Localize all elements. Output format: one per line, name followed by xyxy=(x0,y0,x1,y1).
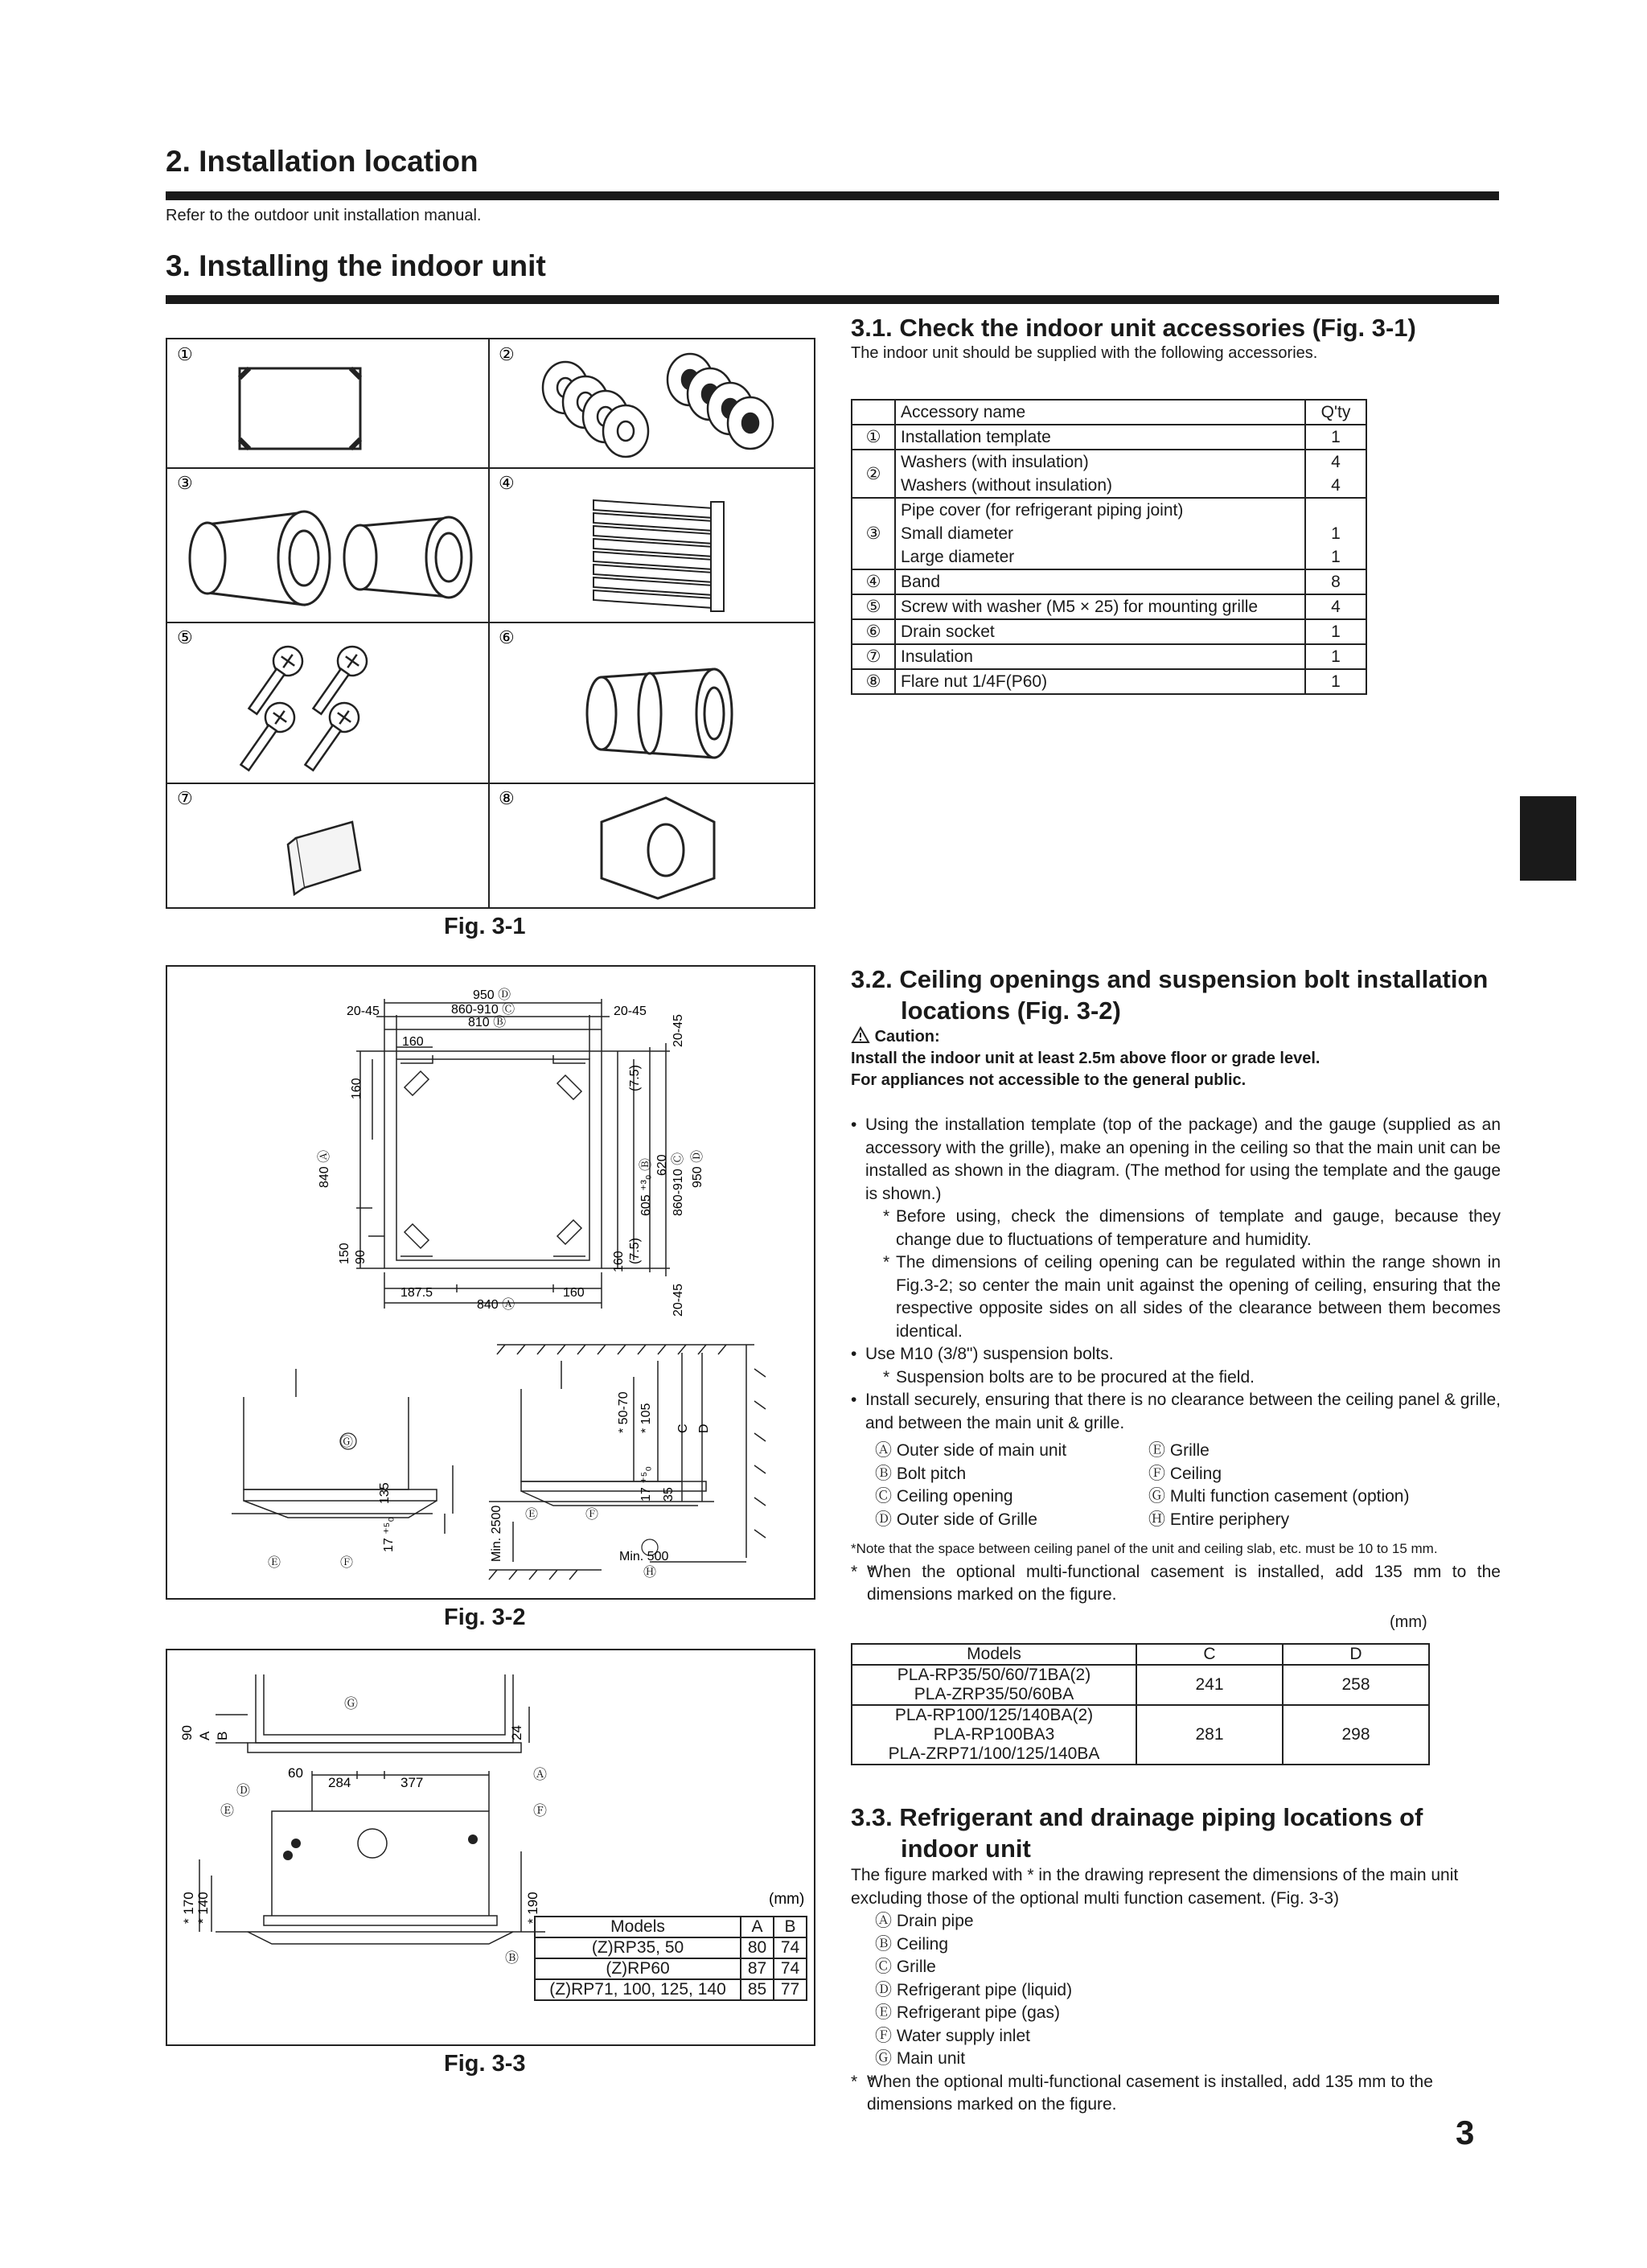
section3-1-title: 3.1. Check the indoor unit accessories (Fig. 3-1) xyxy=(851,314,1416,342)
label-d: Ⓓ xyxy=(236,1783,250,1798)
legend-item: Ⓔ Refrigerant pipe (gas) xyxy=(875,2003,1060,2022)
fig3-1-cell-label: ③ xyxy=(177,473,193,493)
table-row xyxy=(535,1979,807,2000)
dim-min-500: Min. 500 xyxy=(619,1550,669,1563)
dim-35: 35 xyxy=(662,1487,676,1502)
dim-950: 950 Ⓓ xyxy=(473,988,511,1002)
table-row xyxy=(852,569,1366,594)
instruction-bullet-text: Use M10 (3/8") suspension bolts. xyxy=(865,1345,1114,1363)
table-cell: 77 xyxy=(774,1979,807,2000)
insulation-drawing xyxy=(288,822,360,894)
dim-860-910-v: 860-910 Ⓒ xyxy=(672,1152,685,1216)
legend-item: Ⓐ Outer side of main unit xyxy=(875,1441,1067,1460)
dim-17: 17 ⁺⁵₀ xyxy=(382,1517,396,1552)
label-f: Ⓕ xyxy=(585,1508,599,1522)
table-cell: Screw with washer (M5 × 25) for mounting grille xyxy=(895,594,1305,619)
table-header-cell: A xyxy=(741,1917,774,1937)
label-g: Ⓖ xyxy=(344,1696,358,1711)
fig3-1-cell-label: ⑤ xyxy=(177,627,193,647)
accessories-table xyxy=(851,399,1367,695)
table-cell: ⑤ xyxy=(852,594,895,619)
table-header-cell: D xyxy=(1283,1644,1429,1665)
table-header-row xyxy=(535,1917,807,1937)
table-header-cell: Q'ty xyxy=(1305,400,1366,425)
dim-b: B xyxy=(215,1731,230,1740)
table-header-row xyxy=(852,400,1366,425)
drain-socket-drawing xyxy=(587,669,732,758)
dim-840-bottom: 840 Ⓐ xyxy=(477,1298,515,1312)
fig3-3-unit: (mm) xyxy=(769,1891,805,1908)
label-e: Ⓔ xyxy=(220,1803,234,1818)
table-cell: 8 xyxy=(1305,569,1366,594)
dim-605: 605 ⁺³₀ Ⓑ xyxy=(639,1157,653,1216)
table-cell-line: Washers (without insulation) xyxy=(901,476,1112,495)
fig3-1-cell-label: ⑧ xyxy=(499,788,515,808)
dim-a: A xyxy=(197,1731,212,1740)
dim-135: 135 xyxy=(378,1482,392,1504)
table-cell: ④ xyxy=(852,569,895,594)
table-cell: ⑦ xyxy=(852,644,895,669)
table-cell-line: 4 xyxy=(1331,476,1341,495)
legend-item: Ⓓ Refrigerant pipe (liquid) xyxy=(875,1980,1073,1999)
fig3-1-drawing xyxy=(167,339,814,907)
table-cell: Insulation xyxy=(895,644,1305,669)
table-cell: Installation template xyxy=(895,425,1305,450)
label-f: Ⓕ xyxy=(533,1803,547,1818)
legend-item: Ⓓ Outer side of Grille xyxy=(875,1510,1037,1529)
instruction-bullet xyxy=(851,1389,1501,1435)
table-header-cell: C xyxy=(1136,1644,1283,1665)
screws-drawing xyxy=(233,641,372,776)
caution-block xyxy=(851,1026,1510,1091)
table-cell-line: Washers (with insulation) xyxy=(901,453,1089,471)
table-cell-line: 1 xyxy=(1331,548,1341,566)
table-row xyxy=(852,425,1366,450)
section3-2-body xyxy=(851,1114,1501,1607)
label-h: Ⓗ xyxy=(643,1566,657,1580)
table-row xyxy=(852,669,1366,694)
casement-note: * * When the optional multi-functional casement is installed, add 135 mm to the dimensions marked on the figure. xyxy=(851,1561,1501,1607)
dim-90: 90 xyxy=(179,1725,195,1740)
table-cell-line: PLA-RP100BA3 xyxy=(933,1725,1055,1744)
table-cell xyxy=(1305,450,1366,498)
table-cell: ⑥ xyxy=(852,619,895,644)
dim-150: 150 xyxy=(338,1243,351,1264)
table-cell: (Z)RP60 xyxy=(535,1958,741,1979)
table-cell: 281 xyxy=(1136,1705,1283,1765)
dim-160: 160 xyxy=(563,1286,585,1300)
section3-2-title-line: 3.2. Ceiling openings and suspension bolt installation xyxy=(851,965,1489,993)
section3-3-title xyxy=(851,1802,1510,1864)
table-row xyxy=(535,1958,807,1979)
dim-d: D xyxy=(697,1424,711,1433)
label-a: Ⓐ xyxy=(533,1767,547,1782)
unit-label: (mm) xyxy=(1390,1613,1427,1631)
dim-140: * 140 xyxy=(195,1892,211,1924)
warning-icon xyxy=(851,1026,870,1044)
section3-2-title xyxy=(851,963,1510,1026)
clearance-note: *Note that the space between ceiling panel of the unit and ceiling slab, etc. must be 10 to 15 mm. xyxy=(851,1541,1438,1556)
dim-160: 160 xyxy=(350,1078,363,1099)
table-cell-line: PLA-ZRP35/50/60BA xyxy=(914,1685,1074,1703)
table-cell-line: PLA-RP100/125/140BA(2) xyxy=(894,1706,1094,1724)
table-cell xyxy=(1305,498,1366,569)
legend-item: Ⓒ Grille xyxy=(875,1958,936,1976)
fig3-1-caption: Fig. 3-1 xyxy=(444,914,526,939)
casement-note: * * When the optional multi-functional casement is installed, add 135 mm to the dimensions marked on the figure. xyxy=(851,2071,1501,2117)
table-row xyxy=(852,644,1366,669)
section3-1-intro: The indoor unit should be supplied with the following accessories. xyxy=(851,344,1318,362)
casement-note-text: When the optional multi-functional casement is installed, add 135 mm to the dimensions marked on the figure. xyxy=(867,1562,1501,1604)
dim-190: * 190 xyxy=(525,1892,540,1924)
instruction-note: * The dimensions of ceiling opening can be regulated within the range shown in Fig.3-2; so center the main unit against the opening of ceiling, ensuring that the respective opposite sides on all sides of the clearance between them becomes identical. xyxy=(865,1251,1501,1343)
fig3-2 xyxy=(166,965,815,1600)
section2-text: Refer to the outdoor unit installation manual. xyxy=(166,207,482,224)
models-cd-table xyxy=(851,1643,1430,1765)
table-row xyxy=(535,1937,807,1958)
casement-note-text: When the optional multi-functional casement is installed, add 135 mm to the dimensions marked on the figure. xyxy=(867,2072,1433,2114)
table-cell: 74 xyxy=(774,1937,807,1958)
instruction-note: * Suspension bolts are to be procured at the field. xyxy=(865,1366,1501,1390)
table-cell xyxy=(852,1665,1136,1705)
caution-line: For appliances not accessible to the general public. xyxy=(851,1071,1247,1089)
dim-24: 24 xyxy=(509,1725,524,1740)
table-cell: ② xyxy=(852,450,895,498)
legend-item: Ⓖ Multi function casement (option) xyxy=(1148,1487,1410,1506)
table-cell-line: 1 xyxy=(1331,524,1341,543)
dim-20-45: 20-45 xyxy=(614,1005,647,1018)
table-row xyxy=(852,1705,1429,1765)
table-row xyxy=(852,450,1366,498)
fig3-2-drawing xyxy=(167,967,814,1598)
table-cell: Band xyxy=(895,569,1305,594)
dim-160: 160 xyxy=(402,1035,424,1049)
table-cell-line: Small diameter xyxy=(901,524,1014,543)
dim-7-5: (7.5) xyxy=(628,1238,642,1264)
section3-title: 3. Installing the indoor unit xyxy=(166,249,546,282)
table-cell xyxy=(852,1705,1136,1765)
dim-105: * 105 xyxy=(639,1403,653,1433)
table-cell: 1 xyxy=(1305,644,1366,669)
table-cell: 74 xyxy=(774,1958,807,1979)
legend-item: Ⓖ Main unit xyxy=(875,2049,966,2068)
table-row xyxy=(852,498,1366,569)
table-cell-line: PLA-RP35/50/60/71BA(2) xyxy=(897,1666,1091,1684)
dim-160: 160 xyxy=(612,1251,626,1272)
table-cell: 1 xyxy=(1305,669,1366,694)
fig3-1-cell-label: ② xyxy=(499,344,515,364)
table-header-row xyxy=(852,1644,1429,1665)
table-cell: 87 xyxy=(741,1958,774,1979)
table-cell: Drain socket xyxy=(895,619,1305,644)
caution-line: Install the indoor unit at least 2.5m above floor or grade level. xyxy=(851,1050,1320,1067)
legend-item: Ⓐ Drain pipe xyxy=(875,1912,974,1930)
dim-50-70: * 50-70 xyxy=(617,1391,630,1433)
table-cell: 4 xyxy=(1305,594,1366,619)
section-tab-marker xyxy=(1520,796,1576,881)
table-cell: ⑧ xyxy=(852,669,895,694)
dim-20-45: 20-45 xyxy=(672,1284,685,1317)
table-cell xyxy=(895,498,1305,569)
instruction-bullet xyxy=(851,1114,1501,1343)
dim-840: 840 Ⓐ xyxy=(318,1149,331,1188)
table-row xyxy=(852,594,1366,619)
instruction-note: * Before using, check the dimensions of template and gauge, because they change due to fluctuations of temperature and humidity. xyxy=(865,1206,1501,1251)
table-cell: ① xyxy=(852,425,895,450)
table-cell: 298 xyxy=(1283,1705,1429,1765)
table-cell-line: 4 xyxy=(1331,453,1341,471)
table-cell: 241 xyxy=(1136,1665,1283,1705)
dim-950-v: 950 Ⓓ xyxy=(691,1149,704,1188)
dim-377: 377 xyxy=(400,1775,424,1790)
bands-drawing xyxy=(593,500,724,611)
washers-drawing xyxy=(543,354,773,457)
table-row xyxy=(852,1665,1429,1705)
table-cell: (Z)RP35, 50 xyxy=(535,1937,741,1958)
section3-3-body xyxy=(851,1864,1501,2117)
dim-170: * 170 xyxy=(181,1892,196,1924)
table-cell: (Z)RP71, 100, 125, 140 xyxy=(535,1979,741,2000)
section3-3-title-line: 3.3. Refrigerant and drainage piping locations of xyxy=(851,1803,1423,1831)
caution-heading xyxy=(851,1026,1510,1048)
fig3-1-cell-label: ④ xyxy=(499,473,515,493)
fig3-2-caption: Fig. 3-2 xyxy=(444,1604,526,1630)
dim-7-5: (7.5) xyxy=(628,1065,642,1091)
table-cell: 80 xyxy=(741,1937,774,1958)
table-cell: ③ xyxy=(852,498,895,569)
dim-min-2500: Min. 2500 xyxy=(490,1505,503,1562)
table-cell: 85 xyxy=(741,1979,774,2000)
fig3-3-legend xyxy=(875,1910,1501,2071)
dim-60: 60 xyxy=(288,1765,303,1781)
fig3-2-legend xyxy=(875,1440,1501,1531)
legend-item: Ⓕ Ceiling xyxy=(1148,1464,1222,1483)
flare-nut-drawing xyxy=(602,798,714,898)
dim-c: C xyxy=(676,1424,690,1433)
table-cell: 1 xyxy=(1305,619,1366,644)
fig3-1 xyxy=(166,338,815,909)
table-header-cell: Accessory name xyxy=(895,400,1305,425)
dim-284: 284 xyxy=(328,1775,351,1790)
dim-620: 620 xyxy=(655,1154,669,1176)
section3-3-intro: The figure marked with * in the drawing represent the dimensions of the main unit excluding those of the optional multi function casement. (Fig. 3-3) xyxy=(851,1866,1459,1908)
dim-20-45: 20-45 xyxy=(672,1014,685,1047)
dim-17: 17 ⁺⁵₀ xyxy=(639,1466,653,1502)
table-cell-line: PLA-ZRP71/100/125/140BA xyxy=(888,1744,1100,1763)
table-header-cell: B xyxy=(774,1917,807,1937)
label-g: Ⓖ xyxy=(340,1436,354,1449)
instruction-bullet-text: Using the installation template (top of the package) and the gauge (supplied as an accessory with the grille), make an opening in the ceiling so that the main unit can be installed as shown in the diagram. (The method for using the template and the gauge is shown.) xyxy=(865,1116,1501,1203)
table-cell-line xyxy=(1311,499,1361,522)
dim-187-5: 187.5 xyxy=(400,1286,433,1300)
legend-item: Ⓑ Ceiling xyxy=(875,1934,949,1954)
instruction-bullet xyxy=(851,1343,1501,1389)
dim-810: 810 Ⓑ xyxy=(468,1016,507,1029)
legend-item: Ⓗ Entire periphery xyxy=(1148,1510,1290,1529)
fig3-3 xyxy=(166,1649,815,2046)
caution-label: Caution: xyxy=(874,1028,940,1046)
legend-item: Ⓑ Bolt pitch xyxy=(875,1464,967,1483)
table-cell: 1 xyxy=(1305,425,1366,450)
table-cell xyxy=(895,450,1305,498)
dim-90: 90 xyxy=(354,1250,368,1264)
table-cell-line: Large diameter xyxy=(901,548,1015,566)
table-cell: Flare nut 1/4F(P60) xyxy=(895,669,1305,694)
legend-item: Ⓒ Ceiling opening xyxy=(875,1487,1013,1506)
section3-2-title-line: locations (Fig. 3-2) xyxy=(901,996,1121,1025)
table-cell-line: Pipe cover (for refrigerant piping joint) xyxy=(901,501,1184,520)
instruction-bullet-text: Install securely, ensuring that there is no clearance between the ceiling panel & grille, and between the main unit & grille. xyxy=(865,1391,1501,1432)
section3-3-title-line: indoor unit xyxy=(901,1835,1031,1863)
page-number: 3 xyxy=(1456,2114,1475,2151)
fig3-1-cell-label: ⑦ xyxy=(177,788,193,808)
table-header-cell: Models xyxy=(852,1644,1136,1665)
label-e: Ⓔ xyxy=(268,1556,281,1570)
section2-title: 2. Installation location xyxy=(166,145,478,178)
fig3-3-model-table xyxy=(534,1916,807,2001)
table-header-cell: Models xyxy=(535,1917,741,1937)
legend-item: Ⓔ Grille xyxy=(1148,1441,1210,1460)
label-b: Ⓑ xyxy=(505,1950,519,1966)
pipe-covers-drawing xyxy=(190,512,471,605)
dim-20-45: 20-45 xyxy=(347,1005,380,1018)
legend-item: Ⓕ Water supply inlet xyxy=(875,2026,1030,2045)
fig3-3-caption: Fig. 3-3 xyxy=(444,2051,526,2077)
fig3-1-cell-label: ⑥ xyxy=(499,627,515,647)
section2-rule xyxy=(166,191,1499,200)
fig3-1-cell-label: ① xyxy=(177,344,193,364)
section3-rule xyxy=(166,295,1499,304)
table-row xyxy=(852,619,1366,644)
table-cell: 258 xyxy=(1283,1665,1429,1705)
label-e: Ⓔ xyxy=(525,1508,539,1522)
label-f: Ⓕ xyxy=(340,1556,354,1570)
dim-860-910: 860-910 Ⓒ xyxy=(451,1003,515,1017)
installation-template-drawing xyxy=(240,368,360,449)
